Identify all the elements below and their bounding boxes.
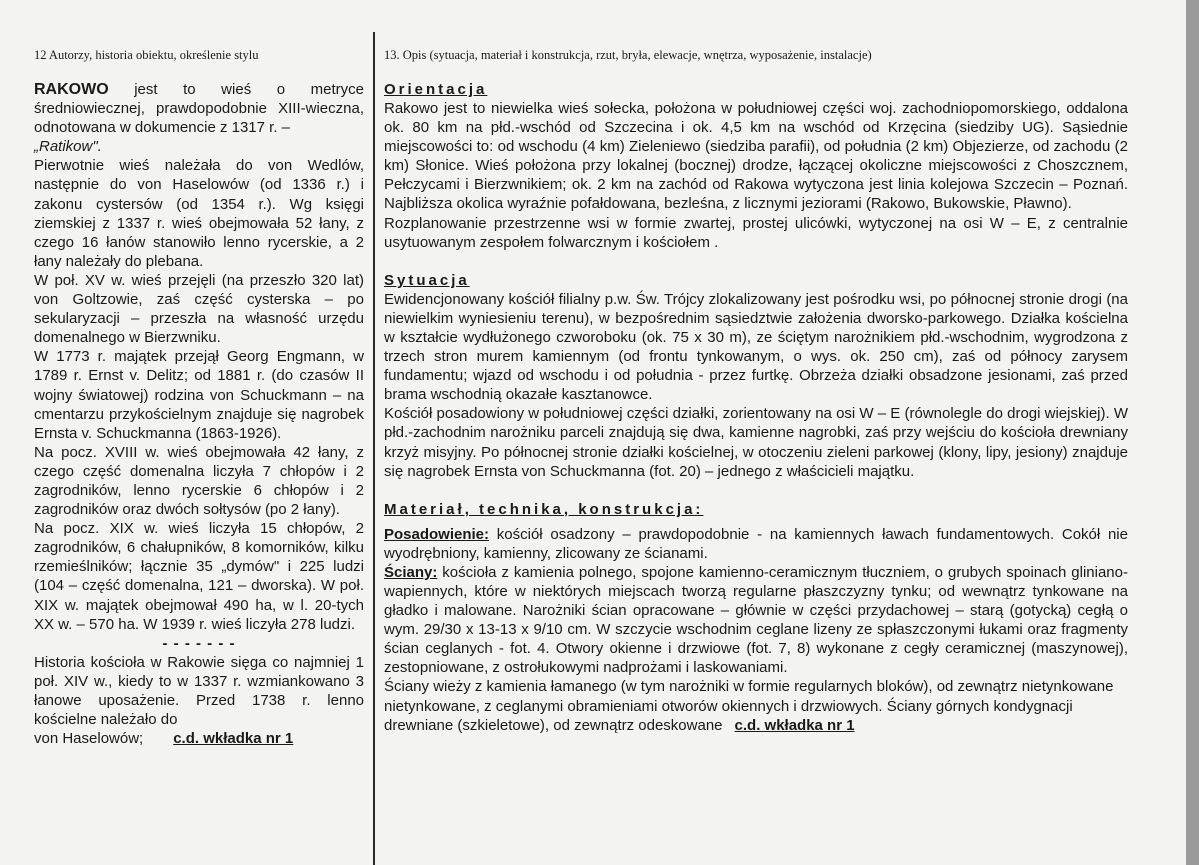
- section-title-orientacja: Orientacja: [384, 81, 488, 98]
- section-divider: - - - - - - -: [162, 634, 236, 652]
- posadowienie-text: kościół osadzony – prawdopodobnie - na kamiennych ławach fundamentowych. Cokół nie wyodrębniony, kamienny, zlicowany ze ścianami.: [384, 525, 1128, 562]
- posadowienie-label: Posadowienie:: [384, 525, 490, 543]
- orientacja-paragraph-2: Rozplanowanie przestrzenne wsi w formie zwartej, prostej ulicówki, wytyczonej na osi W – E, z centralnie usytuowanym zespołem folwarcznym i kościołem .: [384, 214, 1128, 251]
- continuation-note-right: c.d. wkładka nr 1: [734, 716, 855, 734]
- orientacja-paragraph-1: Rakowo jest to niewielka wieś sołecka, położona w południowej części woj. zachodniopomorskiego, oddalona ok. 80 km na płd.-wschód od Szczecina i ok. 4,5 km na wschód od Krzęcina (siedziby UG). Sąsiednie miejscowości to: od wschodu (4 km) Zieleniewo (siedziba parafii), od południa (2 km) Objezierze, od zachodu (2 km) Słonice. Wieś położona przy lokalnej (bocznej) drodze, łączącej okoliczne miejscowości z Choszcznem, Pełczycami i Bierzwnikiem; ok. 2 km na zachód od Rakowa wytyczona jest linia kolejowa Szczecin – Poznań. Najbliższa okolica wyraźnie pofałdowana, bezleśna, z licznymi jeziorami (Rakowo, Bukowskie, Pławno).: [384, 100, 1128, 213]
- history-paragraph-4: W 1773 r. majątek przejął Georg Engmann, w 1789 r. Ernst v. Delitz; od 1881 r. (do czasów II wojny światowej) rodzina von Schuckmann – na cmentarzu przykościelnym znajduje się nagrobek Ernsta v. Schuckmanna (1863-1926).: [34, 348, 364, 442]
- village-name: RAKOWO: [34, 81, 109, 98]
- scan-edge: [1186, 0, 1199, 865]
- sciany-wiezy-text: Ściany wieży z kamienia łamanego (w tym narożniki w formie regularnych bloków), od zewnątrz nietynkowane nietynkowane, z ceglanymi obramieniami otworów okiennych i drzwiowych. Ściany górnych kondygnacji drewniane (szkieletowe), od zewnątrz odeskowane: [384, 678, 1114, 734]
- spacer: [384, 252, 1128, 271]
- sytuacja-paragraph-2: Kościół posadowiony w południowej części działki, zorientowany na osi W – E (równolegle do drogi wiejskiej). W płd.-zachodnim narożniku parceli znajdują się dwa, kamienne nagrobki, zaś przy wejściu do kościoła drewniany krzyż misyjny. Po północnej stronie działki kościelnej, w otoczeniu zieleni parkowej (klony, lipy, jesiony) znajduje się nagrobek Ernsta von Schuckmanna (fot. 20) – jednego z właścicieli majątku.: [384, 405, 1128, 480]
- column-divider: [373, 32, 375, 865]
- p1-text: jest to wieś o metryce średniowiecznej, prawdopodobnie XIII-wieczna, odnotowana w dokumencie z 1317 r. –: [34, 81, 364, 137]
- sciany-text: kościoła z kamienia polnego, spojone kamienno-ceramicznym tłuczniem, o grubych spoinach gliniano-wapiennych, które w niektórych miejscach tworzą regularne płaszczyzny tynku; od wewnątrz tynkowane na gładko i malowane. Narożniki ścian opracowane – głównie w części przydachowej – starą (gotycką) cegłą o wym. 29/30 x 13-13 x 9/10 cm. W szczycie wschodnim ceglane lizeny ze spłaszczonymi łukami oraz fragmenty ścian ceglanych - fot. 4. Otwory okienne i drzwiowe (fot. 7, 8) wykonane z cegły ceramicznej (maszynowej), zestopniowane, z ostrołukowymi nadprożami i laskowaniami.: [384, 563, 1128, 677]
- left-body: [34, 80, 364, 748]
- left-header: 12 Autorzy, historia obiektu, określenie stylu: [34, 48, 259, 62]
- sciany-paragraph: [384, 563, 1128, 678]
- history-paragraph-1: [34, 80, 364, 137]
- sciany-wiezy-paragraph: [384, 677, 1128, 734]
- spacer: [384, 481, 1128, 500]
- history-paragraph-6: Na pocz. XIX w. wieś liczyła 15 chłopów, 2 zagrodników, 6 chałupników, 8 komorników, kilku rzemieślników; łącznie 35 „dymów" i 225 ludzi (104 – część domenalna, 121 – dworska). W poł. XIX w. majątek obejmował 490 ha, w l. 20-tych XX w. – 570 ha. W 1939 r. wieś liczyła 278 ludzi.: [34, 520, 364, 633]
- p7-last: von Haselowów;: [34, 730, 144, 748]
- history-paragraph-5: Na pocz. XVIII w. wieś obejmowała 42 łany, z czego część domenalna liczyła 7 chłopów i 2 zagrodników, lenno rycerskie 6 chłopów i 2 zagrodników oraz dwóch sołtysów (po 2 łany).: [34, 443, 364, 519]
- sciany-label: Ściany:: [384, 563, 438, 581]
- right-body: [384, 80, 1128, 735]
- historic-name: „Ratikow".: [34, 138, 102, 156]
- right-header: 13. Opis (sytuacja, materiał i konstrukcja, rzut, bryła, elewacje, wnętrza, wyposażenie, instalacje): [384, 48, 872, 62]
- history-paragraph-7: Historia kościoła w Rakowie sięga co najmniej 1 poł. XIV w., kiedy to w 1337 r. wzmiankowano 3 łanowe uposażenie. Przed 1738 r. lenno kościelne należało do: [34, 653, 364, 728]
- continuation-note-left: c.d. wkładka nr 1: [173, 730, 294, 748]
- history-paragraph-3: W poł. XV w. wieś przejęli (na przeszło 320 lat) von Goltzowie, zaś część cysterska – po sekularyzacji – przeszła na własność urzędu domenalnego w Bierzwniku.: [34, 271, 364, 347]
- section-title-material: Materiał, technika, konstrukcja:: [384, 500, 704, 518]
- history-paragraph-2: Pierwotnie wieś należała do von Wedlów, następnie do von Haselowów (od 1336 r.) i zakonu cystersów (od 1354 r.). Wg księgi ziemskiej z 1337 r. wieś obejmowała 52 łany, z czego 16 łanów stanowiło lenno rycerskie, a 2 łany należały do plebana.: [34, 157, 364, 270]
- section-title-sytuacja: Sytuacja: [384, 271, 470, 289]
- history-last-line: [34, 729, 364, 748]
- posadowienie-paragraph: [384, 525, 1128, 563]
- sytuacja-paragraph-1: Ewidencjonowany kościół filialny p.w. Św. Trójcy zlokalizowany jest pośrodku wsi, po północnej stronie drogi (na niewielkim wyniesieniu terenu), w bezpośrednim sąsiedztwie założenia dworsko-parkowego. Działka kościelna w kształcie wydłużonego czworoboku (ok. 75 x 30 m), ze ściętym narożnikiem płd.-wschodnim, wygrodzona z trzech stron murem kamiennym (od frontu tynkowanym, o wys. ok. 250 cm), zaś od północy zarysem fundamentu; wjazd od wschodu i od południa - przez furtkę. Obrzeża działki obsadzone jesionami, zaś przed brama wschodnią okazałe kasztanowce.: [384, 290, 1128, 404]
